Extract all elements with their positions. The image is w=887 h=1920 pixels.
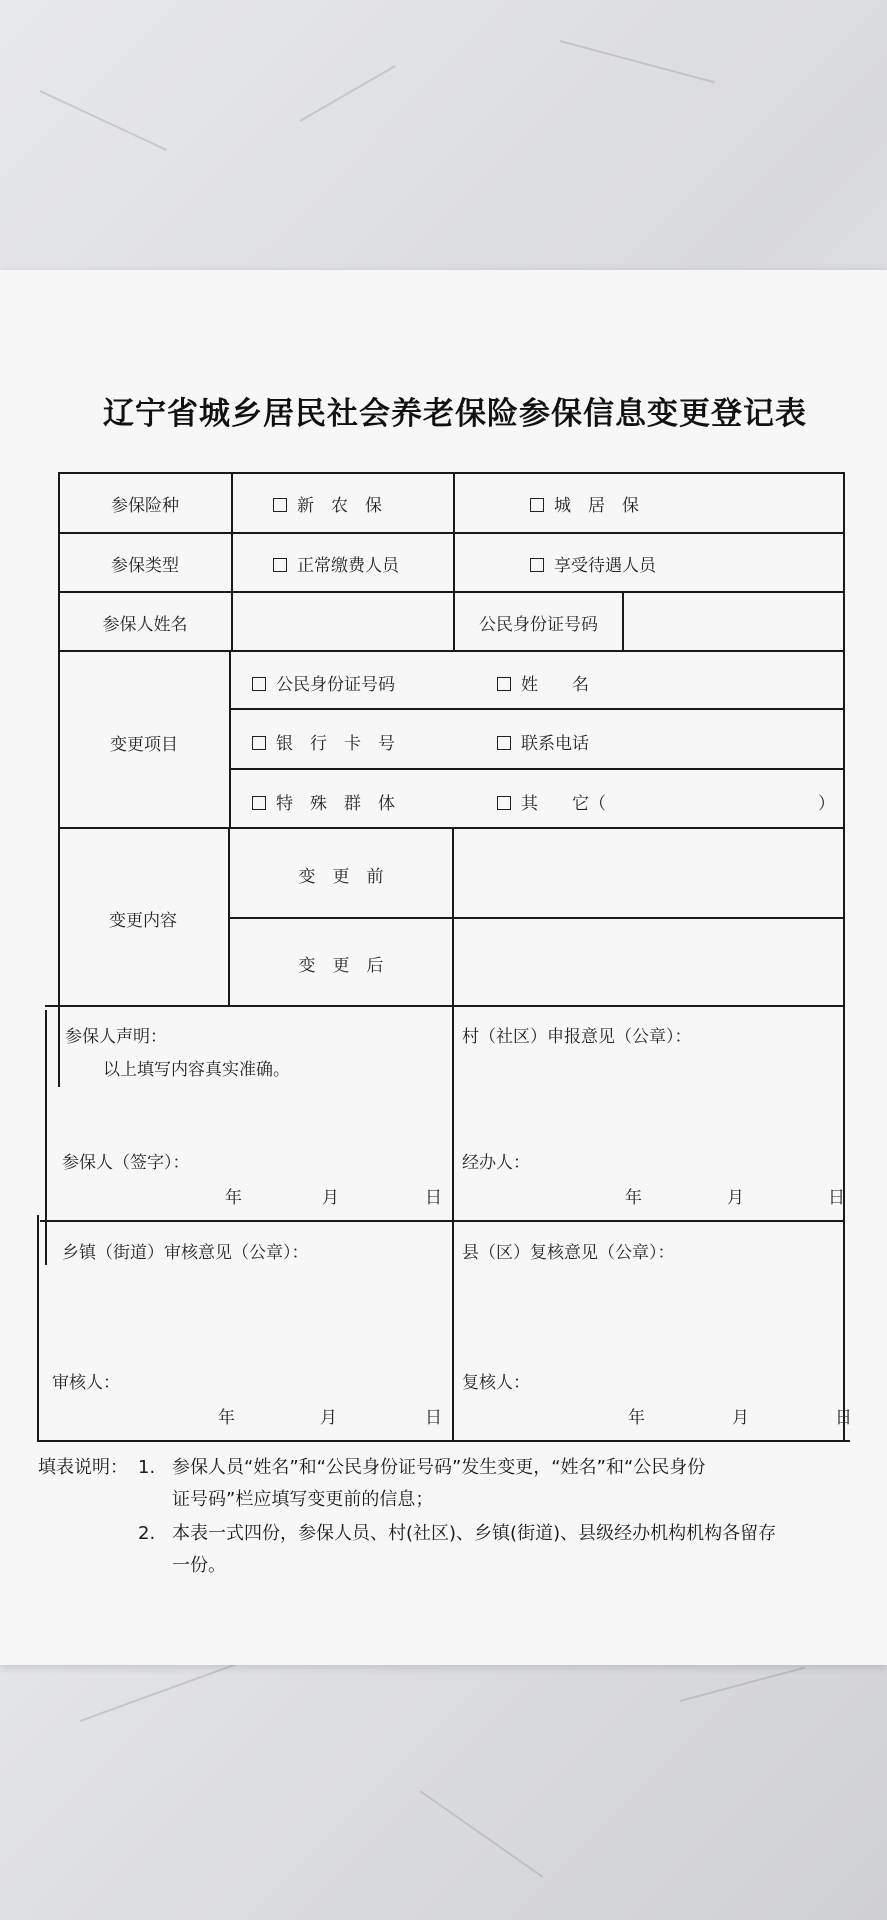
change-content-label: 变更内容 bbox=[109, 911, 177, 931]
checkbox[interactable] bbox=[252, 736, 266, 750]
table-left-border-lower bbox=[45, 1010, 47, 1265]
participant-type-label: 参保类型 bbox=[111, 556, 179, 576]
marble-vein bbox=[560, 40, 715, 83]
checkbox[interactable] bbox=[252, 677, 266, 691]
table-left-border-bottom bbox=[37, 1215, 39, 1441]
row-divider bbox=[58, 532, 844, 534]
participant-type-option-2[interactable]: 享受待遇人员 bbox=[530, 551, 656, 576]
form-paper bbox=[0, 270, 887, 1665]
row-divider bbox=[230, 768, 844, 770]
row-divider bbox=[230, 708, 844, 710]
row-divider bbox=[40, 1220, 844, 1222]
col-divider bbox=[228, 827, 230, 1005]
col-divider bbox=[229, 650, 231, 828]
marble-vein bbox=[419, 1790, 543, 1878]
change-after-label: 变 更 后 bbox=[298, 956, 384, 976]
township-date-year: 年 bbox=[218, 1408, 235, 1428]
declaration-text: 以上填写内容真实准确。 bbox=[103, 1060, 290, 1080]
village-date-month: 月 bbox=[727, 1188, 744, 1208]
note-2-line-1: 本表一式四份，参保人员、村(社区)、乡镇(街道)、县级经办机构机构各留存 bbox=[172, 1523, 777, 1544]
village-date-year: 年 bbox=[625, 1188, 642, 1208]
checkbox[interactable] bbox=[497, 796, 511, 810]
county-date-day: 日 bbox=[835, 1408, 852, 1428]
village-date-day: 日 bbox=[828, 1188, 845, 1208]
marble-vein bbox=[40, 90, 168, 151]
checkbox[interactable] bbox=[252, 796, 266, 810]
participant-name-label: 参保人姓名 bbox=[102, 615, 188, 635]
village-signer-label: 经办人： bbox=[462, 1153, 530, 1173]
declaration-date-year: 年 bbox=[225, 1188, 242, 1208]
row-divider bbox=[45, 1005, 844, 1007]
declaration-signer-label: 参保人（签字）： bbox=[62, 1153, 190, 1173]
col-divider bbox=[452, 827, 454, 1005]
row-divider bbox=[228, 917, 844, 919]
change-item-special-group[interactable]: 特 殊 群 体 bbox=[252, 789, 395, 814]
change-before-label: 变 更 前 bbox=[298, 867, 384, 887]
row-divider bbox=[58, 650, 844, 652]
change-item-other-close-paren: ） bbox=[818, 794, 835, 814]
change-item-other[interactable]: 其 它（ bbox=[497, 789, 606, 814]
marble-vein bbox=[80, 1658, 250, 1721]
marble-vein bbox=[300, 65, 396, 122]
county-date-year: 年 bbox=[628, 1408, 645, 1428]
col-divider bbox=[622, 591, 624, 650]
township-date-month: 月 bbox=[320, 1408, 337, 1428]
county-date-month: 月 bbox=[732, 1408, 749, 1428]
checkbox[interactable] bbox=[273, 558, 287, 572]
table-bottom-border bbox=[37, 1440, 850, 1442]
county-opinion-title: 县（区）复核意见（公章）： bbox=[462, 1243, 675, 1263]
form-title: 辽宁省城乡居民社会养老保险参保信息变更登记表 bbox=[103, 396, 807, 432]
village-opinion-title: 村（社区）申报意见（公章）： bbox=[462, 1027, 692, 1047]
change-items-label: 变更项目 bbox=[110, 735, 178, 755]
insurance-type-option-1[interactable]: 新 农 保 bbox=[273, 491, 382, 516]
declaration-date-month: 月 bbox=[322, 1188, 339, 1208]
note-1-line-2: 证号码”栏应填写变更前的信息； bbox=[172, 1489, 434, 1510]
note-2-number: 2. bbox=[138, 1523, 156, 1544]
township-signer-label: 审核人： bbox=[52, 1373, 120, 1393]
checkbox[interactable] bbox=[530, 498, 544, 512]
id-number-label: 公民身份证号码 bbox=[479, 615, 598, 635]
change-item-bank-card[interactable]: 银 行 卡 号 bbox=[252, 729, 395, 754]
table-top-border bbox=[58, 472, 844, 474]
insurance-type-label: 参保险种 bbox=[111, 496, 179, 516]
checkbox[interactable] bbox=[497, 677, 511, 691]
note-2-line-2: 一份。 bbox=[172, 1555, 226, 1576]
checkbox[interactable] bbox=[497, 736, 511, 750]
participant-type-option-1[interactable]: 正常缴费人员 bbox=[273, 551, 399, 576]
checkbox[interactable] bbox=[530, 558, 544, 572]
declaration-date-day: 日 bbox=[425, 1188, 442, 1208]
checkbox[interactable] bbox=[273, 498, 287, 512]
change-item-name[interactable]: 姓 名 bbox=[497, 670, 589, 695]
county-signer-label: 复核人： bbox=[462, 1373, 530, 1393]
col-divider bbox=[452, 1005, 454, 1440]
col-divider bbox=[453, 472, 455, 591]
township-date-day: 日 bbox=[425, 1408, 442, 1428]
col-divider bbox=[231, 472, 233, 650]
township-opinion-title: 乡镇（街道）审核意见（公章）： bbox=[62, 1243, 309, 1263]
notes-label: 填表说明： bbox=[38, 1457, 128, 1478]
row-divider bbox=[58, 827, 844, 829]
declaration-title: 参保人声明： bbox=[65, 1027, 167, 1047]
change-item-phone[interactable]: 联系电话 bbox=[497, 729, 589, 754]
table-right-border bbox=[843, 472, 845, 1440]
note-1-number: 1. bbox=[138, 1457, 156, 1478]
note-1-line-1: 参保人员“姓名”和“公民身份证号码”发生变更，“姓名”和“公民身份 bbox=[172, 1457, 706, 1478]
change-item-id-number[interactable]: 公民身份证号码 bbox=[252, 670, 395, 695]
insurance-type-option-2[interactable]: 城 居 保 bbox=[530, 491, 639, 516]
row-divider bbox=[58, 591, 844, 593]
marble-vein bbox=[680, 1666, 806, 1702]
